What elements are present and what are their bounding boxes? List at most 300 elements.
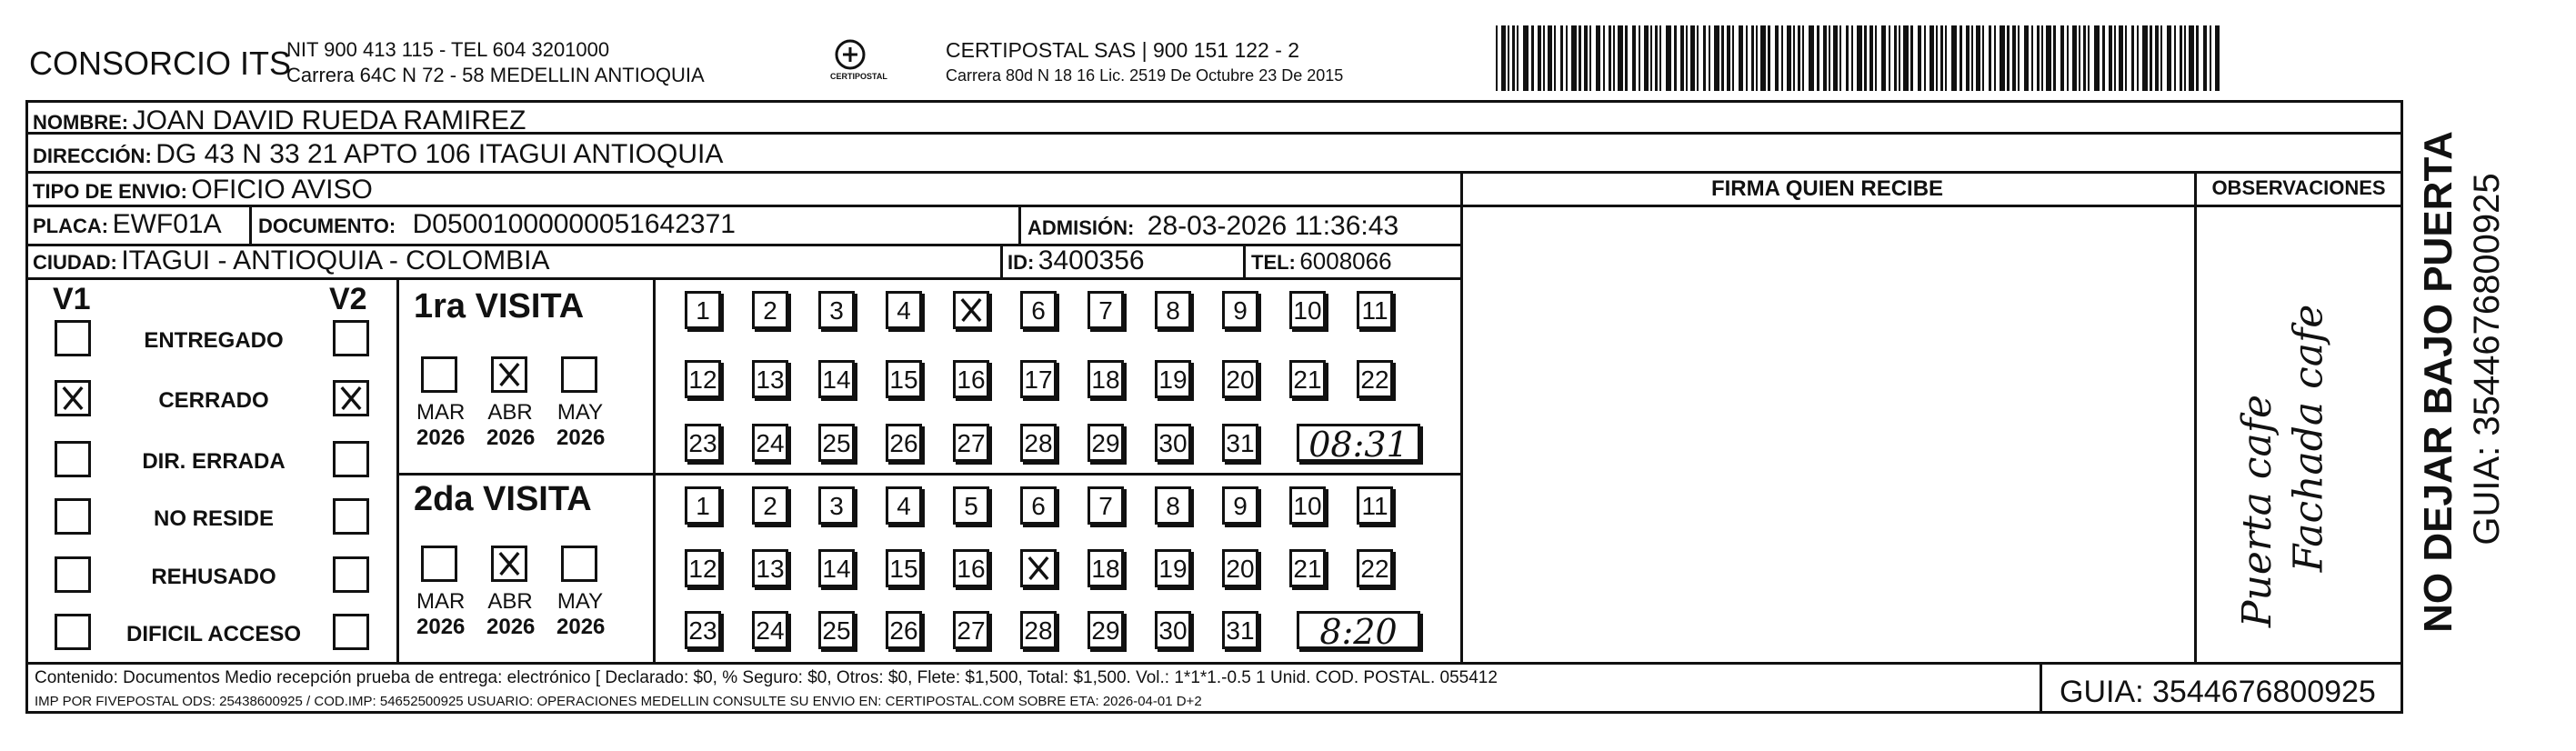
barcode-bar — [2119, 25, 2123, 91]
barcode-bar — [2018, 25, 2020, 91]
day-number: 14 — [822, 365, 851, 394]
day-number: 23 — [688, 616, 717, 645]
barcode-bar — [1802, 25, 1804, 91]
barcode-bar — [1571, 25, 1577, 91]
day-number: 10 — [1293, 296, 1322, 325]
address-row — [33, 141, 723, 168]
v1-checkbox[interactable] — [55, 380, 91, 416]
barcode-bar — [2079, 25, 2080, 91]
day-box[interactable] — [1222, 291, 1258, 329]
barcode-bar — [2102, 25, 2105, 91]
month-checkbox[interactable] — [421, 546, 457, 582]
day-box[interactable] — [818, 291, 855, 329]
day-box[interactable] — [1088, 360, 1124, 398]
day-number: 29 — [1091, 616, 1120, 645]
barcode-bar — [1869, 25, 1873, 91]
barcode-bar — [1618, 25, 1623, 91]
tel-value: 6008066 — [1299, 247, 1392, 275]
day-box[interactable] — [1289, 291, 1326, 329]
day-box[interactable] — [1020, 424, 1057, 462]
day-box[interactable] — [1357, 360, 1393, 398]
day-box[interactable] — [953, 291, 989, 329]
day-box[interactable] — [752, 611, 788, 649]
day-box[interactable] — [752, 291, 788, 329]
barcode-bar — [2031, 25, 2033, 91]
day-box[interactable] — [886, 486, 922, 525]
city-row — [33, 247, 550, 275]
month-label: MAY — [556, 400, 604, 425]
barcode-bar — [2012, 25, 2016, 91]
barcode-bar — [1936, 25, 1938, 91]
day-number: 2 — [763, 296, 777, 325]
day-number: 20 — [1226, 365, 1255, 394]
day-number: 2 — [763, 492, 777, 520]
day-box[interactable] — [1155, 611, 1191, 649]
admission-row — [1027, 213, 1398, 240]
barcode-bar — [1666, 25, 1671, 91]
day-box[interactable] — [685, 360, 721, 398]
day-box[interactable] — [818, 486, 855, 525]
day-box[interactable] — [1357, 291, 1393, 329]
company-name: CONSORCIO ITS — [29, 45, 292, 82]
day-box[interactable] — [1155, 360, 1191, 398]
barcode-bar — [1709, 25, 1710, 91]
day-box[interactable] — [685, 611, 721, 649]
day-number: 7 — [1098, 492, 1113, 520]
barcode-bar — [1829, 25, 1830, 91]
handwritten-time: 08:31 — [1308, 425, 1408, 465]
id-label: ID: — [1007, 251, 1035, 274]
barcode-bar — [1589, 25, 1591, 91]
day-number: 26 — [889, 429, 918, 457]
barcode-bar — [1584, 25, 1588, 91]
barcode-bar — [1523, 25, 1529, 91]
barcode-bar — [1560, 25, 1563, 91]
barcode-bar — [1982, 25, 1984, 91]
day-number: 29 — [1091, 429, 1120, 457]
status-option-label: REHUSADO — [151, 565, 276, 589]
barcode-bar — [2210, 25, 2211, 91]
time-box[interactable] — [1297, 611, 1420, 652]
barcode-bar — [1903, 25, 1909, 91]
barcode-bar — [1851, 25, 1853, 91]
day-box[interactable] — [953, 611, 989, 649]
barcode-bar — [2160, 25, 2162, 91]
barcode-bar — [2150, 25, 2152, 91]
barcode-bar — [1531, 25, 1534, 91]
barcode-bar — [1603, 25, 1605, 91]
barcode-bar — [1613, 25, 1615, 91]
barcode — [1496, 25, 2223, 91]
barcode-bar — [1548, 25, 1552, 91]
month-checkbox[interactable] — [561, 356, 597, 393]
day-number: 3 — [829, 492, 844, 520]
day-number: 11 — [1361, 492, 1388, 520]
day-number: 20 — [1226, 555, 1255, 583]
barcode-bar — [2131, 25, 2134, 91]
company-nit: NIT 900 413 115 - TEL 604 3201000 — [286, 38, 610, 61]
barcode-bar — [2137, 25, 2139, 91]
day-box[interactable] — [1020, 360, 1057, 398]
day-number: 18 — [1091, 555, 1120, 583]
v1-checkbox[interactable] — [55, 614, 91, 650]
barcode-bar — [2174, 25, 2176, 91]
barcode-bar — [1966, 25, 1970, 91]
x-mark-icon — [57, 383, 88, 414]
day-box[interactable] — [818, 424, 855, 462]
signature-area[interactable] — [1464, 209, 2191, 659]
day-number: 27 — [957, 429, 986, 457]
barcode-bar — [1857, 25, 1862, 91]
plate-label: PLACA: — [33, 215, 109, 237]
barcode-bar — [1659, 25, 1661, 91]
v2-checkbox[interactable] — [333, 320, 369, 356]
day-box[interactable] — [1155, 291, 1191, 329]
address-label: DIRECCIÓN: — [33, 145, 152, 167]
x-mark-icon — [494, 359, 525, 390]
v1-checkbox[interactable] — [55, 320, 91, 356]
day-number: 31 — [1226, 616, 1255, 645]
status-option-label: DIFICIL ACCESO — [125, 622, 301, 646]
day-number: 28 — [1024, 429, 1053, 457]
visit-2-title: 2da VISITA — [414, 480, 592, 518]
city-value: ITAGUI - ANTIOQUIA - COLOMBIA — [121, 245, 550, 275]
barcode-bar — [1751, 25, 1754, 91]
barcode-bar — [1809, 25, 1814, 91]
barcode-bar — [1899, 25, 1900, 91]
day-box[interactable] — [685, 291, 721, 329]
day-box[interactable] — [752, 424, 788, 462]
v2-label: V2 — [329, 282, 367, 316]
barcode-bar — [1746, 25, 1748, 91]
day-box[interactable] — [1088, 291, 1124, 329]
barcode-bar — [1496, 25, 1498, 91]
barcode-bar — [1732, 25, 1734, 91]
visit-1-title: 1ra VISITA — [414, 287, 585, 325]
day-box[interactable] — [953, 424, 989, 462]
month-label: ABR — [487, 589, 533, 614]
day-number: 21 — [1293, 555, 1322, 583]
barcode-bar — [1881, 25, 1886, 91]
barcode-bar — [1517, 25, 1519, 91]
barcode-bar — [2142, 25, 2148, 91]
barcode-bar — [1703, 25, 1706, 91]
shipment-type: OFICIO AVISO — [191, 175, 373, 205]
day-box[interactable] — [1088, 611, 1124, 649]
barcode-bar — [1781, 25, 1783, 91]
barcode-bar — [1566, 25, 1568, 91]
barcode-bar — [2024, 25, 2029, 91]
barcode-bar — [1609, 25, 1611, 91]
day-number: 1 — [696, 296, 710, 325]
barcode-bar — [1680, 25, 1684, 91]
barcode-bar — [2180, 25, 2182, 91]
name-row — [33, 107, 526, 135]
barcode-bar — [2203, 25, 2207, 91]
v1-checkbox[interactable] — [55, 498, 91, 535]
barcode-bar — [2072, 25, 2077, 91]
day-box[interactable] — [685, 424, 721, 462]
day-box[interactable] — [685, 549, 721, 587]
v2-checkbox[interactable] — [333, 614, 369, 650]
v1-checkbox[interactable] — [55, 556, 91, 593]
day-number: 7 — [1098, 296, 1113, 325]
barcode-bar — [1976, 25, 1980, 91]
signature-header: FIRMA QUIEN RECIBE — [1710, 176, 1944, 201]
day-box[interactable] — [1155, 486, 1191, 525]
barcode-bar — [2046, 25, 2051, 91]
barcode-bar — [1889, 25, 1890, 91]
barcode-bar — [2083, 25, 2086, 91]
courier-address: Carrera 80d N 18 16 Lic. 2519 De Octubre 23 De 2015 — [946, 66, 1344, 85]
day-number: 9 — [1233, 492, 1248, 520]
barcode-bar — [1655, 25, 1658, 91]
barcode-bar — [1929, 25, 1934, 91]
day-box[interactable] — [752, 360, 788, 398]
v2-checkbox[interactable] — [333, 498, 369, 535]
v1-label: V1 — [53, 282, 91, 316]
day-box[interactable] — [1088, 424, 1124, 462]
day-number: 5 — [964, 492, 978, 520]
barcode-bar — [1686, 25, 1688, 91]
barcode-bar — [1971, 25, 1973, 91]
x-mark-icon — [494, 548, 525, 579]
day-box[interactable] — [1155, 549, 1191, 587]
day-number: 9 — [1233, 296, 1248, 325]
v2-checkbox[interactable] — [333, 556, 369, 593]
barcode-bar — [1989, 25, 1991, 91]
barcode-bar — [1833, 25, 1838, 91]
day-box[interactable] — [1088, 549, 1124, 587]
barcode-bar — [2155, 25, 2159, 91]
barcode-bar — [2167, 25, 2171, 91]
barcode-bar — [1674, 25, 1677, 91]
day-box[interactable] — [1020, 486, 1057, 525]
day-box[interactable] — [752, 549, 788, 587]
day-box[interactable] — [1289, 549, 1326, 587]
day-box[interactable] — [1088, 486, 1124, 525]
barcode-bar — [2007, 25, 2010, 91]
barcode-bar — [1650, 25, 1652, 91]
day-number: 26 — [889, 616, 918, 645]
side-warning: NO DEJAR BAJO PUERTA — [2416, 131, 2461, 633]
certipostal-logo-icon — [818, 36, 882, 91]
id-row — [1007, 247, 1145, 275]
day-box[interactable] — [818, 549, 855, 587]
barcode-bar — [1512, 25, 1515, 91]
barcode-bar — [1625, 25, 1628, 91]
day-box[interactable] — [1155, 424, 1191, 462]
day-box[interactable] — [818, 611, 855, 649]
month-checkbox[interactable] — [491, 356, 527, 393]
barcode-bar — [2088, 25, 2090, 91]
day-number: 15 — [889, 365, 918, 394]
day-number: 14 — [822, 555, 851, 583]
handwritten-time: 8:20 — [1319, 612, 1398, 652]
day-number: 24 — [756, 616, 785, 645]
barcode-bar — [2189, 25, 2194, 91]
day-box[interactable] — [1222, 611, 1258, 649]
barcode-bar — [1554, 25, 1556, 91]
barcode-bar — [1793, 25, 1795, 91]
barcode-bar — [1960, 25, 1962, 91]
day-box[interactable] — [1222, 549, 1258, 587]
day-number: 31 — [1226, 429, 1255, 457]
day-number: 13 — [756, 365, 785, 394]
day-number: 4 — [897, 492, 911, 520]
day-number: 15 — [889, 555, 918, 583]
year-label: 2026 — [486, 615, 536, 639]
barcode-bar — [2114, 25, 2116, 91]
barcode-bar — [2060, 25, 2064, 91]
month-checkbox[interactable] — [421, 356, 457, 393]
barcode-bar — [1697, 25, 1699, 91]
barcode-bar — [1543, 25, 1545, 91]
barcode-bar — [1823, 25, 1827, 91]
x-mark-icon — [1023, 552, 1054, 585]
barcode-bar — [2037, 25, 2040, 91]
day-number: 12 — [688, 555, 717, 583]
day-number: 16 — [957, 555, 986, 583]
barcode-bar — [1951, 25, 1957, 91]
courier-name: CERTIPOSTAL SAS | 900 151 122 - 2 — [946, 38, 1300, 62]
day-box[interactable] — [685, 486, 721, 525]
barcode-bar — [1579, 25, 1581, 91]
barcode-bar — [2215, 25, 2220, 91]
day-number: 19 — [1158, 365, 1188, 394]
x-mark-icon — [956, 294, 987, 326]
barcode-bar — [1875, 25, 1877, 91]
day-box[interactable] — [818, 360, 855, 398]
year-label: 2026 — [556, 615, 606, 639]
day-box[interactable] — [1222, 424, 1258, 462]
barcode-bar — [2041, 25, 2043, 91]
barcode-bar — [1768, 25, 1770, 91]
footer-imp: IMP POR FIVEPOSTAL ODS: 25438600925 / COD.IMP: 54652500925 USUARIO: OPERACIONES MEDELLIN CONSULTE SU ENVIO EN: CERTIPOSTAL.COM SOBRE ETA: 2026-04-01 D+2 — [35, 694, 1202, 709]
barcode-bar — [2196, 25, 2199, 91]
day-number: 6 — [1031, 492, 1046, 520]
type-label: TIPO DE ENVIO: — [33, 180, 187, 203]
day-number: 30 — [1158, 616, 1188, 645]
day-box[interactable] — [1357, 549, 1393, 587]
day-box[interactable] — [1357, 486, 1393, 525]
document-row — [258, 211, 736, 238]
barcode-bar — [1596, 25, 1600, 91]
day-box[interactable] — [1222, 360, 1258, 398]
day-box[interactable] — [886, 360, 922, 398]
day-number: 19 — [1158, 555, 1188, 583]
logo-caption: CERTIPOSTAL — [830, 72, 887, 81]
document-label: DOCUMENTO: — [258, 215, 396, 237]
city-label: CIUDAD: — [33, 251, 117, 274]
month-checkbox[interactable] — [491, 546, 527, 582]
barcode-bar — [1756, 25, 1758, 91]
barcode-bar — [1910, 25, 1913, 91]
barcode-bar — [1940, 25, 1943, 91]
barcode-bar — [1739, 25, 1743, 91]
barcode-bar — [1538, 25, 1541, 91]
name-label: NOMBRE: — [33, 111, 129, 134]
day-number: 25 — [822, 429, 851, 457]
recipient-name: JOAN DAVID RUEDA RAMIREZ — [132, 105, 526, 135]
time-box[interactable] — [1297, 424, 1420, 465]
month-label: MAR — [416, 589, 466, 614]
barcode-bar — [2053, 25, 2056, 91]
day-box[interactable] — [953, 360, 989, 398]
day-number: 25 — [822, 616, 851, 645]
day-number: 1 — [696, 492, 710, 520]
observation-handwriting-2: Fachada cafe — [2285, 304, 2332, 573]
footer-content: Contenido: Documentos Medio recepción prueba de entrega: electrónico [ Declarado: $0, % Seguro: $0, Otros: $0, Flete: $1,500, Total: $1,500. Vol.: 1*1*1.-0.5 1 Unid. COD. POSTAL. 055412 — [35, 668, 1498, 687]
day-box[interactable] — [1020, 291, 1057, 329]
day-box[interactable] — [953, 549, 989, 587]
day-box[interactable] — [1222, 486, 1258, 525]
day-box[interactable] — [886, 424, 922, 462]
v2-checkbox[interactable] — [333, 380, 369, 416]
v1-checkbox[interactable] — [55, 441, 91, 477]
day-number: 28 — [1024, 616, 1053, 645]
day-box[interactable] — [1020, 611, 1057, 649]
day-number: 21 — [1293, 365, 1322, 394]
day-number: 24 — [756, 429, 785, 457]
month-checkbox[interactable] — [561, 546, 597, 582]
status-option-label: NO RESIDE — [153, 506, 275, 531]
barcode-bar — [2067, 25, 2069, 91]
month-label: ABR — [487, 400, 533, 425]
barcode-bar — [1644, 25, 1649, 91]
day-box[interactable] — [752, 486, 788, 525]
day-number: 30 — [1158, 429, 1188, 457]
day-number: 6 — [1031, 296, 1046, 325]
day-box[interactable] — [1289, 360, 1326, 398]
v2-checkbox[interactable] — [333, 441, 369, 477]
day-number: 22 — [1360, 365, 1389, 394]
barcode-bar — [1798, 25, 1800, 91]
observation-handwriting-1: Puerta cafe — [2234, 394, 2281, 628]
barcode-bar — [2000, 25, 2005, 91]
barcode-bar — [1775, 25, 1779, 91]
day-box[interactable] — [1289, 486, 1326, 525]
barcode-bar — [2109, 25, 2112, 91]
year-label: 2026 — [486, 426, 536, 450]
day-box[interactable] — [886, 549, 922, 587]
day-number: 8 — [1166, 492, 1180, 520]
barcode-bar — [2184, 25, 2186, 91]
day-box[interactable] — [953, 486, 989, 525]
month-label: MAR — [416, 400, 466, 425]
barcode-bar — [1721, 25, 1724, 91]
day-number: 18 — [1091, 365, 1120, 394]
barcode-bar — [1839, 25, 1841, 91]
day-number: 22 — [1360, 555, 1389, 583]
status-option-label: ENTREGADO — [144, 328, 284, 353]
day-box[interactable] — [1020, 549, 1057, 587]
day-number: 16 — [957, 365, 986, 394]
barcode-bar — [1864, 25, 1867, 91]
year-label: 2026 — [556, 426, 606, 450]
barcode-bar — [1508, 25, 1509, 91]
barcode-bar — [1760, 25, 1766, 91]
company-address: Carrera 64C N 72 - 58 MEDELLIN ANTIOQUIA — [286, 64, 705, 86]
x-mark-icon — [336, 383, 366, 414]
barcode-bar — [1894, 25, 1897, 91]
barcode-bar — [1639, 25, 1640, 91]
day-box[interactable] — [886, 611, 922, 649]
barcode-bar — [1846, 25, 1849, 91]
barcode-bar — [1632, 25, 1636, 91]
day-box[interactable] — [886, 291, 922, 329]
barcode-bar — [1817, 25, 1819, 91]
